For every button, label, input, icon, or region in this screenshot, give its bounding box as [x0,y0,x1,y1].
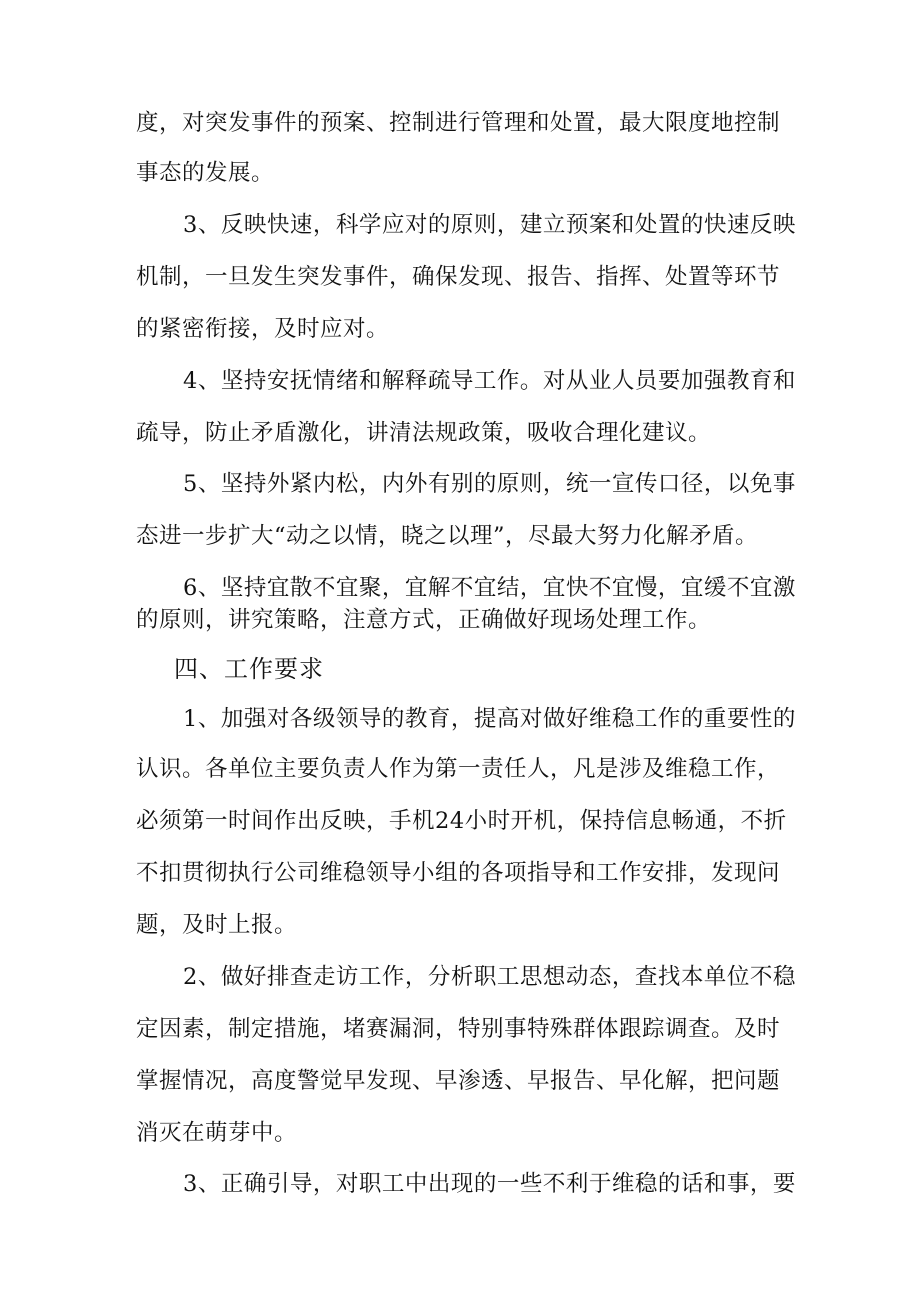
text-line: 3、反映快速，科学应对的原则，建立预案和处置的快速反映 [183,212,796,238]
text-line: 疏导，防止矛盾激化，讲清法规政策，吸收合理化建议。 [136,420,712,446]
text-line: 题，及时上报。 [136,912,298,938]
text-line: 掌握情况，高度警觉早发现、早渗透、早报告、早化解，把问题 [136,1068,781,1094]
text-line: 2、做好排查走访工作，分析职工思想动态，查找本单位不稳 [183,964,796,990]
text-line: 定因素，制定措施，堵赛漏洞，特别事特殊群体跟踪调查。及时 [136,1016,781,1042]
text-line: 事态的发展。 [136,160,275,186]
text-line: 不扣贯彻执行公司维稳领导小组的各项指导和工作安排，发现问 [136,860,781,886]
text-line: 机制，一旦发生突发事件，确保发现、报告、指挥、处置等环节 [136,264,781,290]
text-line: 度，对突发事件的预案、控制进行管理和处置，最大限度地控制 [136,110,781,136]
text-line: 态进一步扩大“动之以情，晓之以理”，尽最大努力化解矛盾。 [136,523,759,549]
text-line: 消灭在萌芽中。 [136,1120,298,1146]
text-line: 认识。各单位主要负责人作为第一责任人，凡是涉及维稳工作， [136,756,781,782]
text-line: 3、正确引导，对职工中出现的一些不利于维稳的话和事，要 [183,1171,796,1197]
section-heading: 四、工作要求 [174,655,324,683]
text-line: 1、加强对各级领导的教育，提高对做好维稳工作的重要性的 [183,706,796,732]
text-line: 的紧密衔接，及时应对。 [136,316,390,342]
text-line: 6、坚持宜散不宜聚，宜解不宜结，宜快不宜慢，宜缓不宜激 [183,575,796,601]
text-line: 的原则，讲究策略，注意方式，正确做好现场处理工作。 [136,607,712,633]
text-line: 4、坚持安抚情绪和解释疏导工作。对从业人员要加强教育和 [183,368,796,394]
text-line: 5、坚持外紧内松，内外有别的原则，统一宣传口径，以免事 [183,471,796,497]
text-line: 必须第一时间作出反映，手机24小时开机，保持信息畅通，不折 [136,808,787,834]
